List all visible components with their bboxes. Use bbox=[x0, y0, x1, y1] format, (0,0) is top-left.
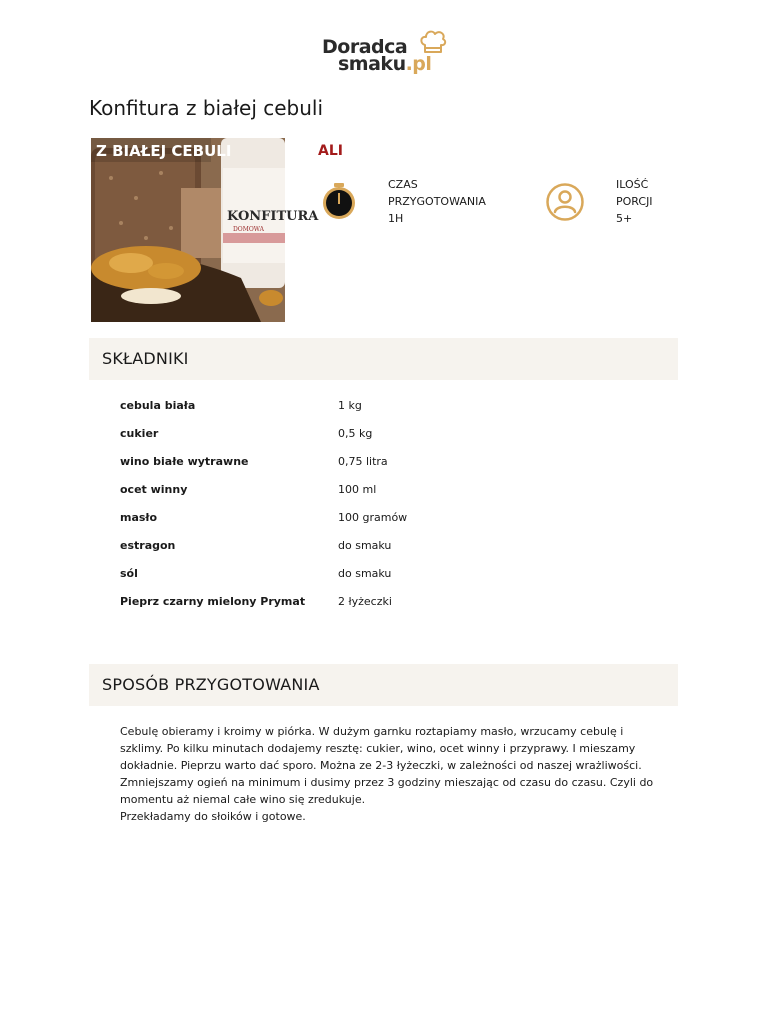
ingredient-qty: do smaku bbox=[338, 567, 392, 580]
stat-prep-time-label2: PRZYGOTOWANIA bbox=[388, 195, 486, 208]
ingredient-qty: 0,5 kg bbox=[338, 427, 373, 440]
jar-sub-text: DOMOWA bbox=[233, 226, 264, 233]
site-logo[interactable] bbox=[322, 28, 452, 74]
ingredient-name: cebula biała bbox=[120, 399, 196, 412]
ingredients-table bbox=[120, 391, 640, 615]
stat-servings bbox=[616, 176, 653, 227]
logo-text-smaku: smaku.pl bbox=[338, 53, 432, 75]
ingredient-qty: 2 łyżeczki bbox=[338, 595, 392, 608]
ingredient-row bbox=[120, 503, 640, 531]
stopwatch-icon bbox=[319, 181, 359, 221]
ingredient-row bbox=[120, 475, 640, 503]
ingredient-name: masło bbox=[120, 511, 158, 524]
stat-servings-value: 5+ bbox=[616, 212, 633, 225]
method-heading: SPOSÓB PRZYGOTOWANIA bbox=[102, 675, 320, 694]
method-text bbox=[120, 723, 668, 825]
ingredient-row bbox=[120, 587, 640, 615]
ingredient-qty: 0,75 litra bbox=[338, 455, 388, 468]
ingredient-qty: do smaku bbox=[338, 539, 392, 552]
ingredient-row bbox=[120, 447, 640, 475]
logo-text-doradca: Doradca bbox=[322, 36, 408, 58]
ingredient-row bbox=[120, 391, 640, 419]
method-paragraph: Cebulę obieramy i kroimy w piórka. W dużym garnku roztapiamy masło, wrzucamy cebulę i szklimy. Po kilku minutach dodajemy resztę: cukier, wino, ocet winny i przyprawy. I mieszamy dokładnie. Pieprzu warto dać sporo. Można ze 2-3 łyżeczki, w zależności od naszej wrażliwości. Zmniejszamy ogień na minimum i dusimy przez 3 godziny mieszając od czasu do czasu. Czyli do momentu aż niemal całe wino się zredukuje. bbox=[120, 725, 654, 806]
ingredient-row bbox=[120, 559, 640, 587]
ingredients-heading: SKŁADNIKI bbox=[102, 349, 189, 368]
ingredient-name: sól bbox=[120, 567, 138, 580]
ingredient-name: estragon bbox=[120, 539, 176, 552]
ingredient-name: Pieprz czarny mielony Prymat bbox=[120, 595, 306, 608]
chef-hat-icon bbox=[418, 28, 448, 58]
recipe-author[interactable]: ALI bbox=[318, 143, 343, 159]
ingredient-qty: 100 gramów bbox=[338, 511, 408, 524]
stat-prep-time-label1: CZAS bbox=[388, 178, 418, 191]
jar-label-text: KONFITURA bbox=[227, 209, 319, 224]
ingredient-row bbox=[120, 419, 640, 447]
ingredients-header bbox=[89, 338, 678, 380]
method-paragraph: Przekładamy do słoików i gotowe. bbox=[120, 810, 306, 823]
stat-servings-label1: ILOŚĆ bbox=[616, 178, 649, 191]
stat-prep-time-value: 1H bbox=[388, 212, 404, 225]
stat-prep-time bbox=[388, 176, 486, 227]
user-icon bbox=[545, 182, 585, 222]
recipe-photo bbox=[91, 138, 319, 322]
ingredient-qty: 100 ml bbox=[338, 483, 377, 496]
ingredient-name: cukier bbox=[120, 427, 159, 440]
ingredient-name: wino białe wytrawne bbox=[120, 455, 249, 468]
photo-banner-text: Z BIAŁEJ CEBULI bbox=[96, 142, 232, 160]
method-header bbox=[89, 664, 678, 706]
ingredient-name: ocet winny bbox=[120, 483, 188, 496]
ingredient-qty: 1 kg bbox=[338, 399, 362, 412]
ingredient-row bbox=[120, 531, 640, 559]
page-title: Konfitura z białej cebuli bbox=[89, 96, 324, 120]
stat-servings-label2: PORCJI bbox=[616, 195, 653, 208]
